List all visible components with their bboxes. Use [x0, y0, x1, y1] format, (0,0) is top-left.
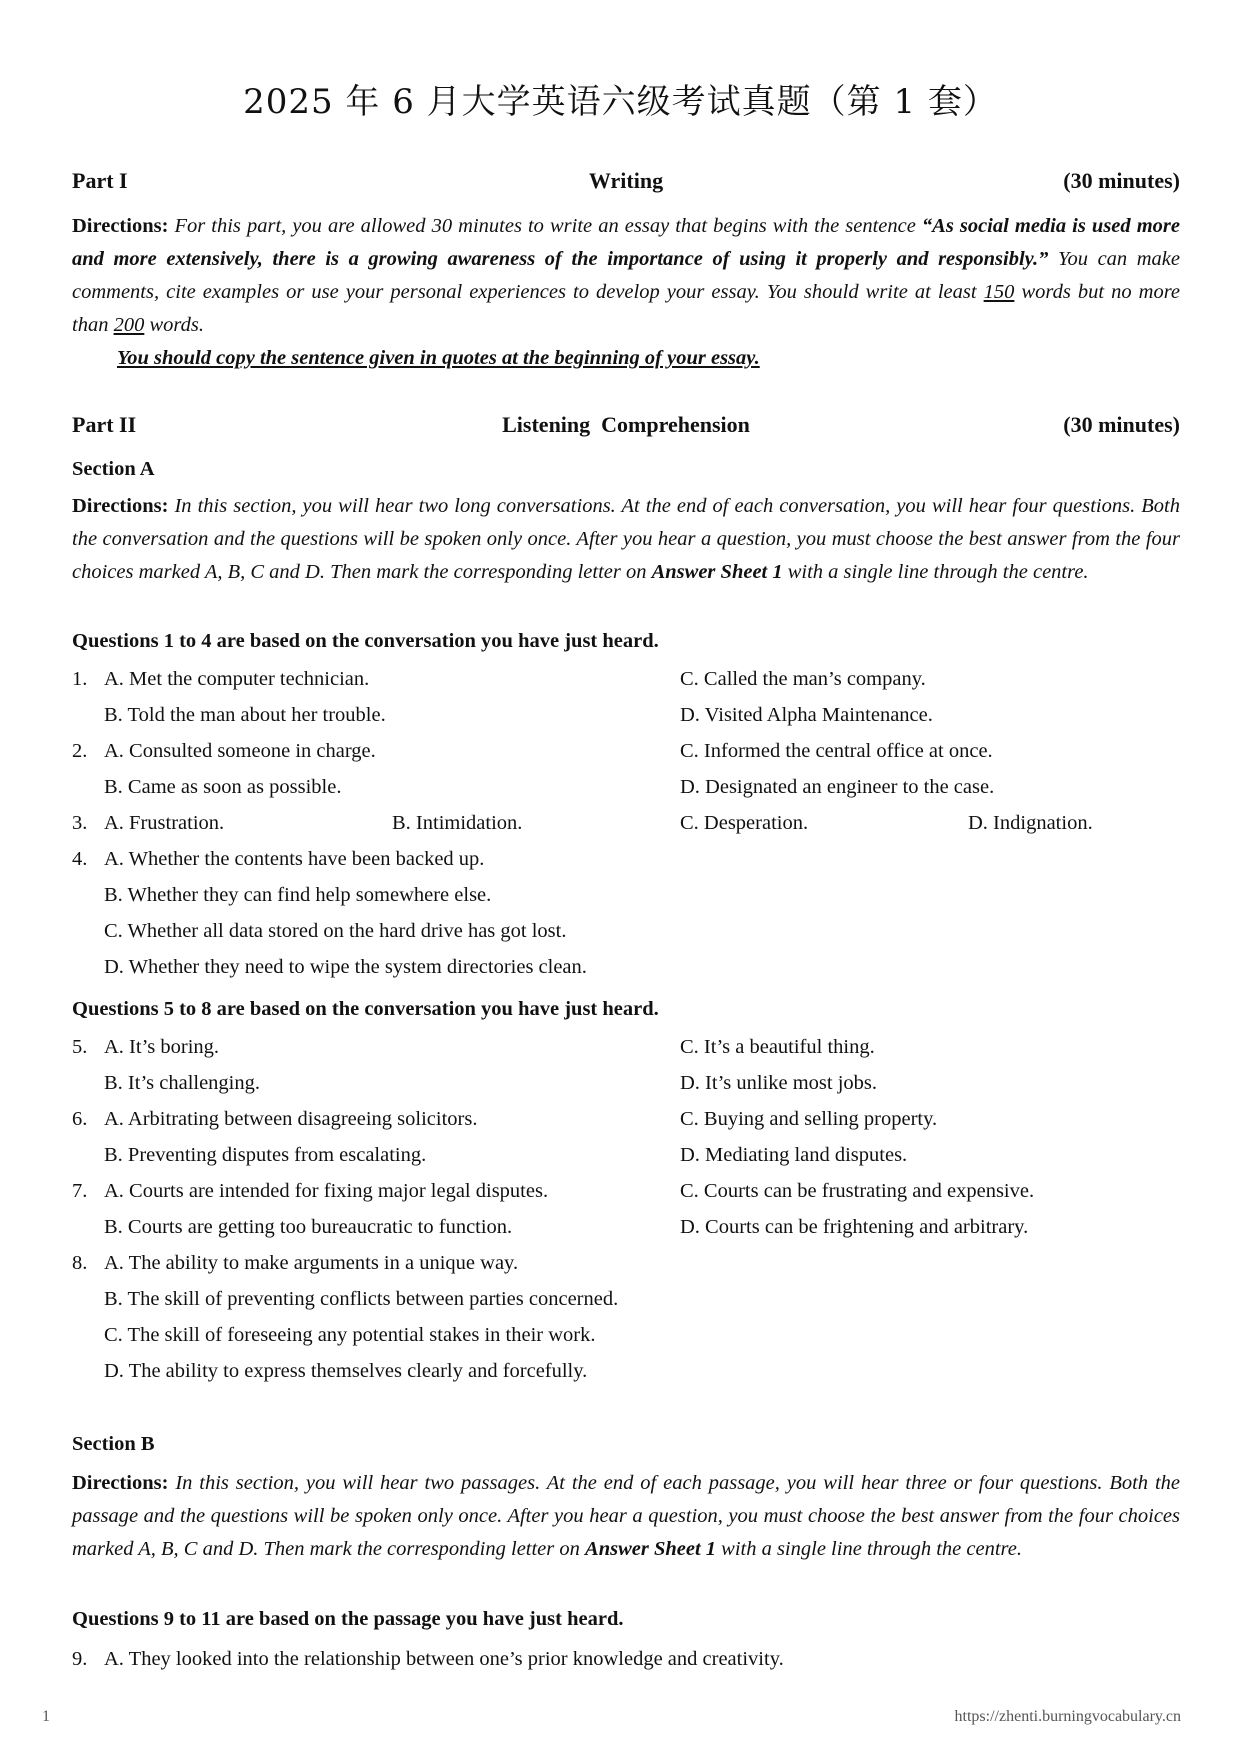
- section-b-directions: [72, 1467, 1180, 1566]
- question-number: 5.: [72, 1036, 88, 1058]
- directions-text: with a single line through the centre.: [721, 1538, 1022, 1560]
- option-a: A. Whether the contents have been backed up.: [104, 848, 485, 870]
- directions-text: words.: [149, 314, 204, 336]
- option-b: B. Whether they can find help somewhere else.: [104, 884, 492, 906]
- question-number: 2.: [72, 740, 88, 762]
- option-b: B. Preventing disputes from escalating.: [104, 1144, 427, 1166]
- option-d: D. Indignation.: [968, 812, 1093, 834]
- option-c: C. Buying and selling property.: [680, 1108, 938, 1130]
- question-number: 8.: [72, 1252, 88, 1274]
- option-c: C. Informed the central office at once.: [680, 740, 993, 762]
- part2-label: Part II: [72, 412, 137, 437]
- option-c: C. Courts can be frustrating and expensive.: [680, 1180, 1035, 1202]
- directions-text: with a single line through the centre.: [787, 561, 1089, 583]
- option-b: B. It’s challenging.: [104, 1072, 261, 1094]
- directions-text: You can make comments, cite examples or use your personal experiences to develop your essay. You should write at least: [72, 248, 1181, 303]
- footer-url[interactable]: https://zhenti.burningvocabulary.cn: [954, 1708, 1181, 1725]
- option-a: A. It’s boring.: [104, 1036, 220, 1058]
- question-group-heading: Questions 9 to 11 are based on the passage you have just heard.: [72, 1608, 624, 1630]
- page-number: 1: [42, 1708, 50, 1725]
- question-group-heading: Questions 5 to 8 are based on the conversation you have just heard.: [72, 998, 659, 1020]
- part2-name: Listening Comprehension: [502, 412, 750, 437]
- max-words: 200: [113, 314, 145, 336]
- part1-time: (30 minutes): [1063, 168, 1180, 193]
- directions-text: words but no more than: [72, 281, 1181, 336]
- option-c: C. The skill of foreseeing any potential stakes in their work.: [104, 1324, 596, 1346]
- question-number: 4.: [72, 848, 88, 870]
- essay-opening-sentence: “As social media is used more and more extensively, there is a growing awareness of the importance of using it properly and responsibly.”: [72, 215, 1180, 270]
- option-b: B. Courts are getting too bureaucratic to function.: [104, 1216, 513, 1238]
- answer-sheet-label: Answer Sheet 1: [585, 1538, 717, 1560]
- option-d: D. Visited Alpha Maintenance.: [680, 704, 933, 726]
- directions-text: For this part, you are allowed 30 minutes to write an essay that begins with the sentence: [174, 215, 916, 237]
- option-c: C. Desperation.: [680, 812, 809, 834]
- option-d: D. Mediating land disputes.: [680, 1144, 908, 1166]
- option-a: A. Courts are intended for fixing major legal disputes.: [104, 1180, 549, 1202]
- directions-label: Directions:: [72, 495, 169, 517]
- question-number: 6.: [72, 1108, 88, 1130]
- directions-text: In this section, you will hear two long conversations. At the end of each conversation, you will hear four questions. Both the conversation and the questions will be spoken only once. After you hear a question, you must choose the best answer from the four choices marked A, B, C and D. Then mark the corresponding letter on: [72, 495, 1181, 583]
- option-b: B. The skill of preventing conflicts between parties concerned.: [104, 1288, 619, 1310]
- question-number: 9.: [72, 1648, 88, 1670]
- section-a-title: Section A: [72, 458, 155, 480]
- option-b: B. Intimidation.: [392, 812, 523, 834]
- option-a: A. The ability to make arguments in a unique way.: [104, 1252, 519, 1274]
- option-a: A. Arbitrating between disagreeing solicitors.: [104, 1108, 478, 1130]
- question-number: 1.: [72, 668, 88, 690]
- option-b: B. Came as soon as possible.: [104, 776, 342, 798]
- part1-directions: [72, 210, 1180, 342]
- directions-text: In this section, you will hear two passages. At the end of each passage, you will hear three or four questions. Both the passage and the questions will be spoken only once. After you hear a question, you must choose the best answer from the four choices marked A, B, C and D. Then mark the corresponding letter on: [72, 1472, 1180, 1560]
- option-d: D. The ability to express themselves clearly and forcefully.: [104, 1360, 588, 1382]
- section-b-title: Section B: [72, 1433, 155, 1455]
- page-title: 2025 年 6 月大学英语六级考试真题（第 1 套）: [243, 82, 998, 122]
- answer-sheet-label: Answer Sheet 1: [651, 561, 783, 583]
- min-words: 150: [983, 281, 1015, 303]
- directions-label: Directions:: [72, 215, 169, 237]
- option-a: A. They looked into the relationship between one’s prior knowledge and creativity.: [104, 1648, 784, 1670]
- question-number: 3.: [72, 812, 88, 834]
- option-d: D. Whether they need to wipe the system directories clean.: [104, 956, 587, 978]
- option-c: C. It’s a beautiful thing.: [680, 1036, 875, 1058]
- option-a: A. Consulted someone in charge.: [104, 740, 376, 762]
- option-d: D. Designated an engineer to the case.: [680, 776, 995, 798]
- question-group-heading: Questions 1 to 4 are based on the conversation you have just heard.: [72, 630, 659, 652]
- part1-header: [72, 168, 1180, 198]
- part1-label: Part I: [72, 168, 128, 193]
- option-c: C. Called the man’s company.: [680, 668, 926, 690]
- part2-header: [72, 412, 1180, 442]
- section-a-directions: [72, 490, 1180, 589]
- part1-name: Writing: [588, 168, 664, 193]
- option-b: B. Told the man about her trouble.: [104, 704, 386, 726]
- copy-sentence-note: You should copy the sentence given in quotes at the beginning of your essay.: [117, 347, 760, 369]
- option-a: A. Frustration.: [104, 812, 225, 834]
- option-d: D. It’s unlike most jobs.: [680, 1072, 878, 1094]
- part2-time: (30 minutes): [1063, 412, 1180, 437]
- part1-note: [117, 342, 1117, 375]
- option-a: A. Met the computer technician.: [104, 668, 370, 690]
- option-d: D. Courts can be frightening and arbitrary.: [680, 1216, 1029, 1238]
- directions-label: Directions:: [72, 1472, 169, 1494]
- question-number: 7.: [72, 1180, 88, 1202]
- option-c: C. Whether all data stored on the hard drive has got lost.: [104, 920, 567, 942]
